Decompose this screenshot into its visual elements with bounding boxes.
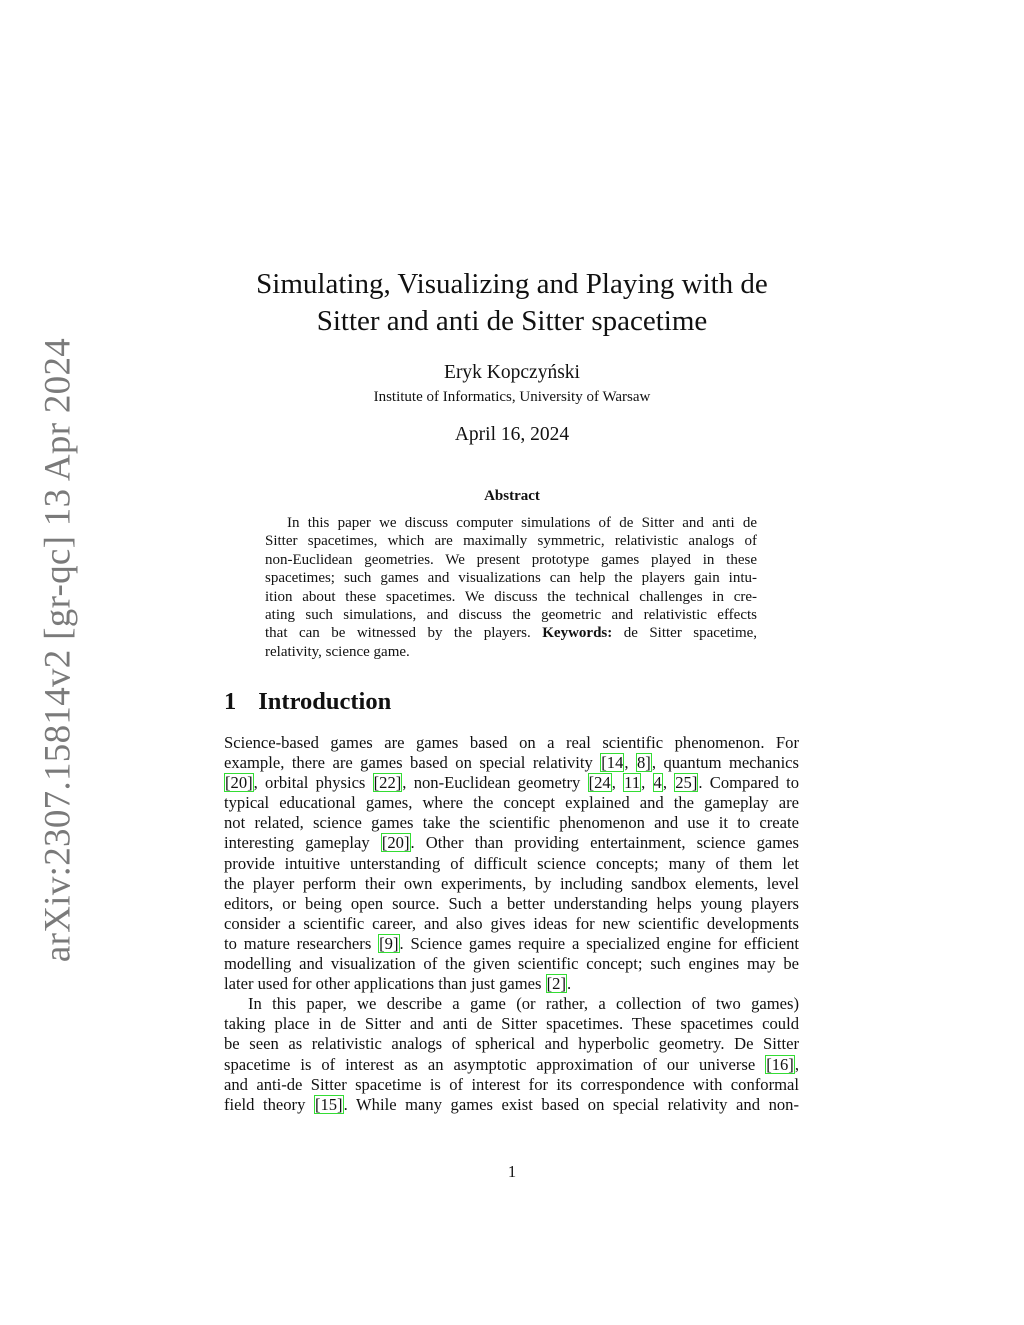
text-line: Science-based games are games based on a real scientific phenomenon. For — [224, 733, 799, 752]
citation-link[interactable]: [20] — [381, 833, 410, 853]
abstract-line-text: that can be witnessed by the players. — [265, 625, 531, 642]
text-line: typical educational games, where the concept explained and the gameplay are — [224, 793, 799, 813]
section-number: 1 — [224, 688, 237, 715]
abstract-line: ating such simulations, and discuss the geometric and relativistic effects — [265, 607, 757, 624]
paper-date: April 16, 2024 — [454, 424, 570, 445]
text-span: to mature researchers — [224, 933, 379, 953]
title-line: Sitter and anti de Sitter spacetime — [316, 305, 708, 337]
citation-link[interactable]: [9] — [379, 933, 399, 953]
text-span: , — [624, 753, 636, 773]
text-span: , non-Euclidean geometry — [402, 773, 588, 793]
text-span: , — [641, 773, 653, 793]
text-span: , quantum mechanics — [651, 753, 800, 773]
author-name: Eryk Kopczyński — [444, 362, 580, 383]
citation-link[interactable]: [24 — [588, 773, 611, 793]
text-span: , — [611, 773, 624, 793]
arxiv-identifier-stamp: arXiv:2307.15814v2 [gr-qc] 13 Apr 2024 — [37, 337, 79, 963]
citation-link[interactable]: 8] — [637, 753, 651, 773]
citation-link[interactable]: [22] — [373, 773, 402, 793]
introduction-text — [224, 733, 799, 1115]
keywords-label: Keywords: — [542, 625, 613, 642]
citation-link[interactable]: [16] — [766, 1054, 794, 1074]
author-affiliation: Institute of Informatics, University of Warsaw — [373, 389, 651, 405]
text-span: . Science games require a specialized engine for efficient — [399, 933, 800, 953]
section-title: Introduction — [258, 688, 392, 715]
citation-link[interactable]: 4 — [653, 773, 662, 793]
text-line — [224, 753, 799, 773]
text-line: editors, or being open source. Such a better understanding helps young players — [224, 893, 799, 913]
text-span: , — [794, 1054, 799, 1074]
text-line: In this paper, we describe a game (or rather, a collection of two games) — [248, 994, 799, 1014]
text-line: be seen as relativistic analogs of spherical and hyperbolic geometry. De Sitter — [224, 1034, 799, 1054]
citation-link[interactable]: 25] — [675, 773, 698, 793]
text-span: interesting gameplay — [224, 833, 381, 853]
text-line — [224, 773, 799, 793]
text-span: . Other than providing entertainment, science games — [410, 833, 799, 853]
text-line: provide intuitive unterstanding of difficult science concepts; many of them let — [224, 853, 799, 873]
text-line: not related, science games take the scientific phenomenon and use it to create — [224, 813, 799, 833]
text-span: later used for other applications than just games — [224, 974, 546, 994]
abstract-line: relativity, science game. — [265, 643, 410, 660]
citation-link[interactable]: 11 — [624, 773, 641, 793]
text-span: . Compared to — [698, 773, 800, 793]
text-span: , orbital physics — [253, 773, 373, 793]
section-heading-introduction — [224, 688, 391, 716]
text-line: modelling and visualization of the given scientific concept; such engines may be — [224, 954, 799, 974]
keywords-text: de Sitter spacetime, — [623, 625, 758, 642]
abstract-line: ition about these spacetimes. We discuss the technical challenges in cre- — [265, 588, 757, 605]
abstract-line: spacetimes; such games and visualizations can help the players gain intu- — [265, 570, 757, 587]
title-line: Simulating, Visualizing and Playing with de — [256, 268, 768, 300]
text-span: example, there are games based on special relativity — [224, 753, 601, 773]
citation-link[interactable]: [2] — [546, 974, 567, 994]
text-line — [224, 1095, 799, 1115]
text-line — [224, 833, 799, 853]
text-span: . — [567, 974, 572, 994]
abstract-text — [265, 514, 757, 661]
text-line: taking place in de Sitter and anti de Sitter spacetimes. These spacetimes could — [224, 1014, 799, 1034]
abstract-heading: Abstract — [484, 488, 540, 504]
text-span: field theory — [224, 1094, 314, 1114]
citation-link[interactable]: [15] — [314, 1094, 343, 1114]
text-line — [224, 934, 799, 954]
page-number: 1 — [507, 1162, 517, 1181]
abstract-line — [265, 624, 757, 642]
text-line — [224, 974, 799, 994]
text-span: spacetime is of interest as an asymptotic approximation of our universe — [224, 1054, 766, 1074]
citation-link[interactable]: [14 — [601, 753, 624, 773]
text-line: consider a scientific career, and also gives ideas for new scientific developments — [224, 913, 799, 933]
abstract-line: Sitter spacetimes, which are maximally symmetric, relativistic analogs of — [265, 533, 757, 550]
text-span: , — [662, 773, 675, 793]
text-span: . While many games exist based on special relativity and non- — [343, 1094, 799, 1114]
text-line — [224, 1055, 799, 1075]
abstract-line: In this paper we discuss computer simulations of de Sitter and anti de — [287, 515, 757, 531]
paper-title — [224, 266, 800, 340]
text-line: the player perform their own experiments, by including sandbox elements, level — [224, 873, 799, 893]
abstract-line: non-Euclidean geometries. We present prototype games played in these — [265, 551, 757, 568]
text-line: and anti-de Sitter spacetime is of interest for its correspondence with conformal — [224, 1074, 799, 1094]
citation-link[interactable]: [20] — [225, 773, 253, 793]
